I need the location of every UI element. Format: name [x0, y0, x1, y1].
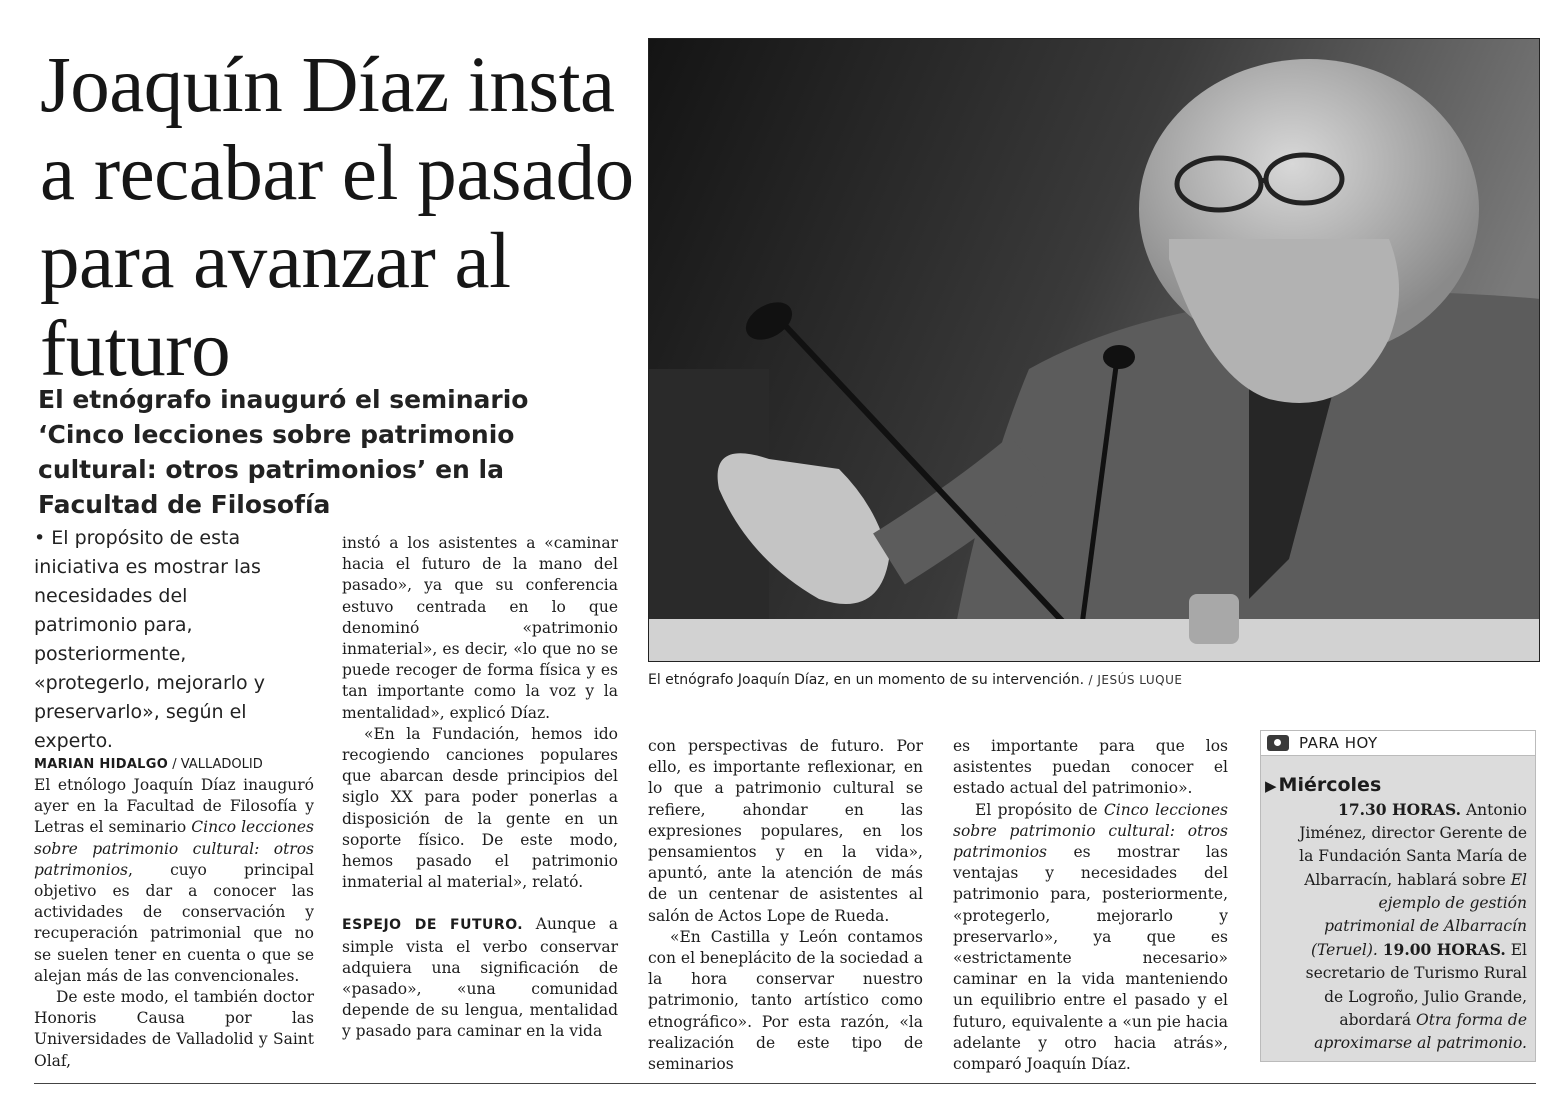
paragraph: con perspectivas de futuro. Por ello, es importante reflexionar, en lo que a patrimonio cultural se refiere, ahondar en las expresiones populares, en los pensamientos y en la vida», apuntó, ante la atención de más de un centenar de asistentes al salón de Actos Lope de Rueda. — [648, 737, 923, 925]
byline — [34, 757, 304, 773]
caption-text: El etnógrafo Joaquín Díaz, en un momento de su intervención. — [648, 672, 1085, 688]
text-run: Aunque a simple vista el verbo conservar adquiera una significación de «pasado», «una comunidad depende de su lengua, mentalidad y pasado para caminar en la vida — [342, 915, 618, 1041]
agenda-header — [1261, 731, 1535, 756]
triangle-bullet-icon: ▶ — [1265, 777, 1277, 795]
event-text: Antonio Jiménez, director Gerente de la Fundación Santa María de Albarracín, hablará sobre — [1299, 801, 1527, 889]
text-run: El propósito de — [975, 800, 1104, 819]
agenda-day — [1265, 774, 1527, 796]
byline-author: MARIAN HIDALGO — [34, 757, 169, 772]
text-run: , cuyo principal objetivo es dar a conocer las actividades de conservación y recuperación patrimonial que no se suelen tener en cuenta o que se alejan más de las convencionales. — [34, 860, 314, 985]
agenda-title: PARA HOY — [1299, 734, 1378, 752]
agenda-sidebar — [1260, 730, 1536, 1062]
paragraph: «En Castilla y León contamos con el beneplácito de la sociedad a la hora conservar nuestro patrimonio, tanto artístico como etnográfico». Por esta razón, «la realización de este tipo de seminarios — [648, 927, 923, 1074]
seminar-title: Cinco lecciones sobre patrimonio cultural: otros patrimonios — [34, 818, 314, 879]
event-text: El secretario de Turismo Rural de Logroño, Julio Grande, abordará — [1305, 941, 1527, 1029]
paragraph — [34, 775, 314, 987]
text-run: El etnólogo Joaquín Díaz inauguró ayer en la Facultad de Filosofía y Letras el seminario — [34, 776, 314, 837]
byline-place: / VALLADOLID — [172, 757, 263, 772]
paragraph: «En la Fundación, hemos ido recogiendo canciones populares que abarcan desde principios del siglo XX para poder ponerlas a disposición de la gente en un soporte físico. De este modo, hemos pasado el patrimonio inmaterial al material», relató. — [342, 724, 618, 892]
event-time: 19.00 HORAS. — [1382, 940, 1506, 960]
speaker-photo-illustration — [649, 39, 1540, 662]
agenda-day-label: Miércoles — [1278, 774, 1382, 796]
paragraph: es importante para que los asistentes puedan conocer el estado actual del patrimonio». — [953, 737, 1228, 798]
paragraph — [953, 800, 1228, 1076]
lead-summary: • El propósito de esta iniciativa es mostrar las necesidades del patrimonio para, posteriormente, «protegerlo, mejorarlo y preservarlo», según el experto. — [34, 527, 265, 752]
bottom-rule — [34, 1083, 1536, 1084]
subheadline: El etnógrafo inauguró el seminario ‘Cinco lecciones sobre patrimonio cultural: otros patrimonios’ en la Facultad de Filosofía — [38, 385, 529, 519]
event-title: Otra forma de aproximarse al patrimonio. — [1314, 1010, 1527, 1053]
section-kicker: ESPEJO DE FUTURO. — [342, 917, 524, 934]
article-column-4 — [953, 736, 1228, 1075]
article-column-3 — [648, 736, 923, 1075]
agenda-icon — [1267, 735, 1289, 751]
article-photo — [648, 38, 1540, 662]
paragraph: instó a los asistentes a «caminar hacia el futuro de la mano del pasado», ya que su conferencia estuvo centrada en lo que denominó «patrimonio inmaterial», es decir, «lo que no se puede recoger de forma física y es tan importante como la voz y la mentalidad», explicó Díaz. — [342, 534, 618, 722]
article-column-2 — [342, 533, 618, 1043]
paragraph: De este modo, el también doctor Honoris Causa por las Universidades de Valladolid y Saint Olaf, — [34, 988, 314, 1070]
agenda-body — [1261, 756, 1535, 1055]
text-run: es mostrar las ventajas y necesidades del patrimonio para, posteriormente, «protegerlo, mejorarlo y preservarlo», ya que es «estrictamente necesario» caminar en la vida manteniendo un equilibrio entre el pasado y el futuro, equivalente a «un pie hacia adelante y otro hacia atrás», comparó Joaquín Díaz. — [953, 843, 1228, 1074]
event-time: 17.30 HORAS. — [1338, 800, 1462, 819]
seminar-title: Cinco lecciones sobre patrimonio cultural: otros patrimonios — [953, 800, 1228, 862]
event-title: El ejemplo de gestión patrimonial de Albarracín (Teruel). — [1310, 870, 1527, 960]
paragraph — [342, 914, 618, 1042]
article-column-1 — [34, 775, 314, 1072]
photo-caption — [648, 671, 1538, 689]
headline: Joaquín Díaz insta a recabar el pasado para avanzar al futuro — [40, 42, 634, 393]
agenda-events — [1285, 798, 1527, 1055]
photo-credit: / JESÚS LUQUE — [1088, 673, 1183, 687]
